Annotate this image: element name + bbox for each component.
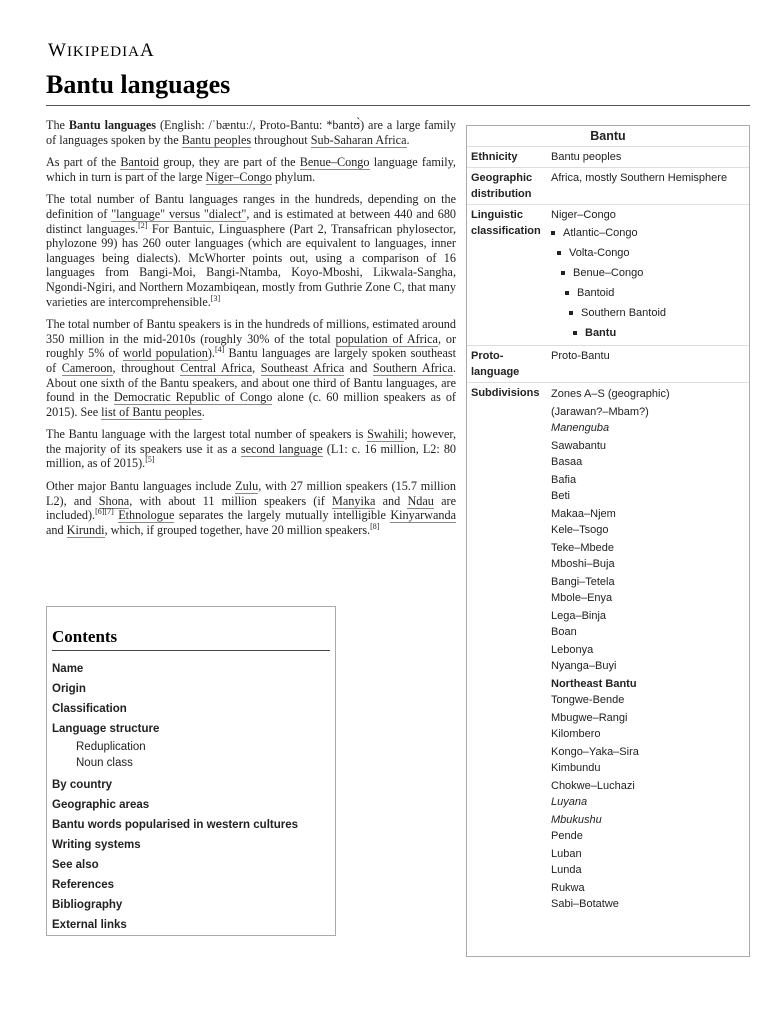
subdivision-item[interactable]: Manenguba	[551, 422, 610, 434]
infobox-value: Proto-Bantu	[551, 350, 610, 362]
subdivision-item[interactable]: Makaa–Njem	[551, 508, 616, 520]
toc-item-classification[interactable]: Classification	[52, 703, 127, 715]
article-body	[46, 118, 456, 545]
toc-subitem-noun-class[interactable]: Noun class	[76, 757, 133, 769]
link-kirundi[interactable]: Kirundi	[66, 522, 105, 537]
infobox-row-proto	[467, 345, 749, 382]
infobox-value[interactable]: Bantu peoples	[551, 151, 622, 163]
logo-final: A	[139, 40, 155, 61]
paragraph-5: The Bantu language with the largest total number of speakers is Swahili; however, the majority of its speakers use it as a second language (L1: c. 16 million, L2: 80 million, as of 2015).[5]	[46, 427, 457, 471]
subdivision-item[interactable]: Kimbundu	[551, 762, 601, 774]
infobox-value: Africa, mostly Southern Hemisphere	[551, 172, 728, 184]
infobox-row-ethnicity	[467, 147, 749, 167]
toc-item-references[interactable]: References	[52, 879, 115, 891]
subdivision-item[interactable]: Bangi–Tetela	[551, 576, 615, 588]
bullet-icon	[551, 231, 555, 235]
bullet-icon	[557, 251, 561, 255]
subdivision-item[interactable]: Pende	[551, 830, 583, 842]
citation[interactable]: [3]	[210, 293, 221, 303]
tree-item: Southern Bantoid	[551, 303, 747, 323]
link-second-language[interactable]: second language	[240, 441, 323, 456]
toc-item-see-also[interactable]: See also	[52, 859, 99, 871]
toc-item-geographic-areas[interactable]: Geographic areas	[52, 799, 150, 811]
toc-item-by-country[interactable]: By country	[52, 779, 113, 791]
subdivision-item[interactable]: Sawabantu	[551, 440, 607, 452]
subdivision-item[interactable]: Sabi–Botatwe	[551, 898, 619, 910]
tree-item: Benue–Congo	[551, 263, 747, 283]
link-population-of-africa[interactable]: population of Africa	[335, 331, 438, 346]
paragraph-3: The total number of Bantu languages ranges in the hundreds, depending on the definition of "language" versus "dialect", and is estimated at between 440 and 680 distinct languages.[2] For Bantuic, Linguasphere (Part 2, Transafrican phylosector, phylozone 99) has 260 outer languages (which are equivalent to languages, inner languages being dialects). McWhorter points out, using a comparison of 16 languages from Bangi-Moi, Bangi-Ntamba, Koyo-Mboshi, Likwala-Sangha, Ngondi-Ngiri, and Northern Mozambiqean, mostly from Guthrie Zone C, that many varieties are intercomprehensible.[3]	[46, 192, 457, 309]
link-ndau[interactable]: Ndau	[407, 493, 434, 508]
subdivision-item[interactable]: Bafia	[551, 474, 577, 486]
citation[interactable]: [5]	[145, 455, 155, 465]
subdivision-item[interactable]: Tongwe-Bende	[551, 694, 625, 706]
link-world-population[interactable]: world population	[123, 346, 208, 361]
title-divider	[46, 105, 750, 106]
infobox-row-subdivisions	[467, 382, 749, 956]
infobox-row-classification	[467, 204, 749, 345]
subdivision-item[interactable]: Luban	[551, 848, 582, 860]
subdivision-item[interactable]: Mbole–Enya	[551, 592, 613, 604]
subdivision-item[interactable]: Rukwa	[551, 882, 585, 894]
term-bold: Bantu languages	[68, 118, 157, 132]
tree-item: Atlantic–Congo	[551, 223, 747, 243]
infobox-label: Geographic distribution	[471, 172, 533, 200]
subdivision-item[interactable]: Luyana	[551, 796, 588, 808]
toc-title: Contents	[52, 627, 330, 651]
toc-subitem-reduplication[interactable]: Reduplication	[76, 741, 146, 753]
paragraph-2: As part of the Bantoid group, they are part of the Benue–Congo language family, which in turn is part of the large Niger–Congo phylum.	[46, 155, 456, 184]
tree-item: Volta-Congo	[551, 243, 747, 263]
toc-item-bibliography[interactable]: Bibliography	[52, 899, 123, 911]
citation[interactable]: [8]	[370, 521, 380, 531]
infobox	[466, 125, 750, 957]
link-zulu[interactable]: Zulu	[235, 479, 259, 494]
toc-item-language-structure[interactable]: Language structure	[52, 723, 160, 735]
subdivision-item[interactable]: Chokwe–Luchazi	[551, 780, 635, 792]
link-drc[interactable]: Democratic Republic of Congo	[113, 390, 273, 405]
subdivision-item[interactable]: Teke–Mbede	[551, 542, 614, 554]
subdivision-item[interactable]: (Jarawan?–Mbam?)	[551, 406, 649, 418]
bullet-icon	[565, 291, 569, 295]
link-bantu-peoples[interactable]: Bantu peoples	[181, 132, 252, 147]
logo-middle: IKIPEDIA	[66, 44, 140, 60]
subdivision-item[interactable]: Basaa	[551, 456, 583, 468]
link-sub-saharan-africa[interactable]: Sub-Saharan Africa	[310, 132, 407, 147]
toc-item-bantu-words[interactable]: Bantu words popularised in western cultures	[52, 819, 299, 831]
infobox-title: Bantu	[467, 126, 749, 147]
subdivision-item[interactable]: Northeast Bantu	[551, 678, 637, 690]
link-southern-africa[interactable]: Southern Africa	[372, 360, 453, 375]
tree-item: Bantu	[551, 323, 747, 343]
tree-root[interactable]: Niger–Congo	[551, 209, 616, 221]
table-of-contents	[46, 606, 336, 936]
subdivision-item[interactable]: Zones A–S (geographic)	[551, 388, 670, 400]
page-title: Bantu languages	[46, 70, 231, 99]
link-central-africa[interactable]: Central Africa	[180, 360, 253, 375]
subdivision-item[interactable]: Lebonya	[551, 644, 594, 656]
link-kinyarwanda[interactable]: Kinyarwanda	[390, 508, 456, 523]
paragraph-1: The Bantu languages (English: /ˈbæntuː/, Proto-Bantu: *bantʊ̀) are a large family of languages spoken by the Bantu peoples throughout Sub-Saharan Africa.	[46, 118, 456, 147]
citation[interactable]: [4]	[214, 345, 225, 355]
toc-item-origin[interactable]: Origin	[52, 683, 86, 695]
wikipedia-logo[interactable]	[48, 40, 155, 62]
link-bantoid[interactable]: Bantoid	[120, 155, 159, 170]
toc-item-writing-systems[interactable]: Writing systems	[52, 839, 141, 851]
subdivision-item[interactable]: Boan	[551, 626, 577, 638]
link-cameroon[interactable]: Cameroon	[61, 360, 113, 375]
subdivision-item[interactable]: Mbukushu	[551, 814, 602, 826]
infobox-label: Linguistic classification	[471, 209, 541, 237]
logo-initial: W	[48, 40, 67, 61]
link-language-vs-dialect[interactable]: "language" versus "dialect"	[111, 206, 247, 221]
infobox-label: Ethnicity	[471, 151, 518, 163]
bullet-icon	[573, 331, 577, 335]
citation[interactable]: [6][7]	[95, 507, 114, 517]
link-list-of-bantu-peoples[interactable]: list of Bantu peoples	[101, 404, 202, 419]
subdivision-item[interactable]: Lega–Binja	[551, 610, 607, 622]
link-shona[interactable]: Shona	[98, 493, 130, 508]
link-swahili[interactable]: Swahili	[367, 427, 405, 442]
link-benue-congo[interactable]: Benue–Congo	[299, 155, 370, 170]
subdivision-item[interactable]: Mbugwe–Rangi	[551, 712, 628, 724]
subdivision-item[interactable]: Beti	[551, 490, 570, 502]
infobox-row-geographic	[467, 167, 749, 204]
subdivision-item[interactable]: Kilombero	[551, 728, 601, 740]
subdivision-item[interactable]: Kele–Tsogo	[551, 524, 609, 536]
infobox-label: Subdivisions	[471, 387, 540, 399]
paragraph-4: The total number of Bantu speakers is in the hundreds of millions, estimated around 350 million in the mid-2010s (roughly 30% of the total population of Africa, or roughly 5% of world population).[4] Bantu languages are largely spoken southeast of Cameroon, throughout Central Africa, Southeast Africa and Southern Africa. About one sixth of the Bantu speakers, and about one third of Bantu languages, are found in the Democratic Republic of Congo alone (c. 60 million speakers as of 2015). See list of Bantu peoples.	[46, 317, 457, 419]
link-manyika[interactable]: Manyika	[332, 493, 376, 508]
toc-item-name[interactable]: Name	[52, 663, 84, 675]
subdivision-item[interactable]: Kongo–Yaka–Sira	[551, 746, 639, 758]
paragraph-6: Other major Bantu languages include Zulu, with 27 million speakers (15.7 million L2), and Shona, with about 11 million speakers (if Manyika and Ndau are included).[6][7] Ethnologue separates the largely mutually intelligible Kinyarwanda and Kirundi, which, if grouped together, have 20 million speakers.[8]	[46, 479, 456, 537]
classification-tree	[549, 205, 749, 345]
bullet-icon	[569, 311, 573, 315]
link-ethnologue[interactable]: Ethnologue	[118, 508, 175, 523]
infobox-label: Proto-language	[471, 350, 520, 378]
tree-item: Bantoid	[551, 283, 747, 303]
link-niger-congo[interactable]: Niger–Congo	[205, 169, 272, 184]
link-southeast-africa[interactable]: Southeast Africa	[260, 360, 345, 375]
subdivision-item[interactable]: Nyanga–Buyi	[551, 660, 617, 672]
subdivision-item[interactable]: Lunda	[551, 864, 582, 876]
citation[interactable]: [2]	[138, 220, 148, 230]
bullet-icon	[561, 271, 565, 275]
subdivision-item[interactable]: Mboshi–Buja	[551, 558, 615, 570]
subdivisions-list	[549, 383, 749, 956]
toc-item-external-links[interactable]: External links	[52, 919, 127, 931]
